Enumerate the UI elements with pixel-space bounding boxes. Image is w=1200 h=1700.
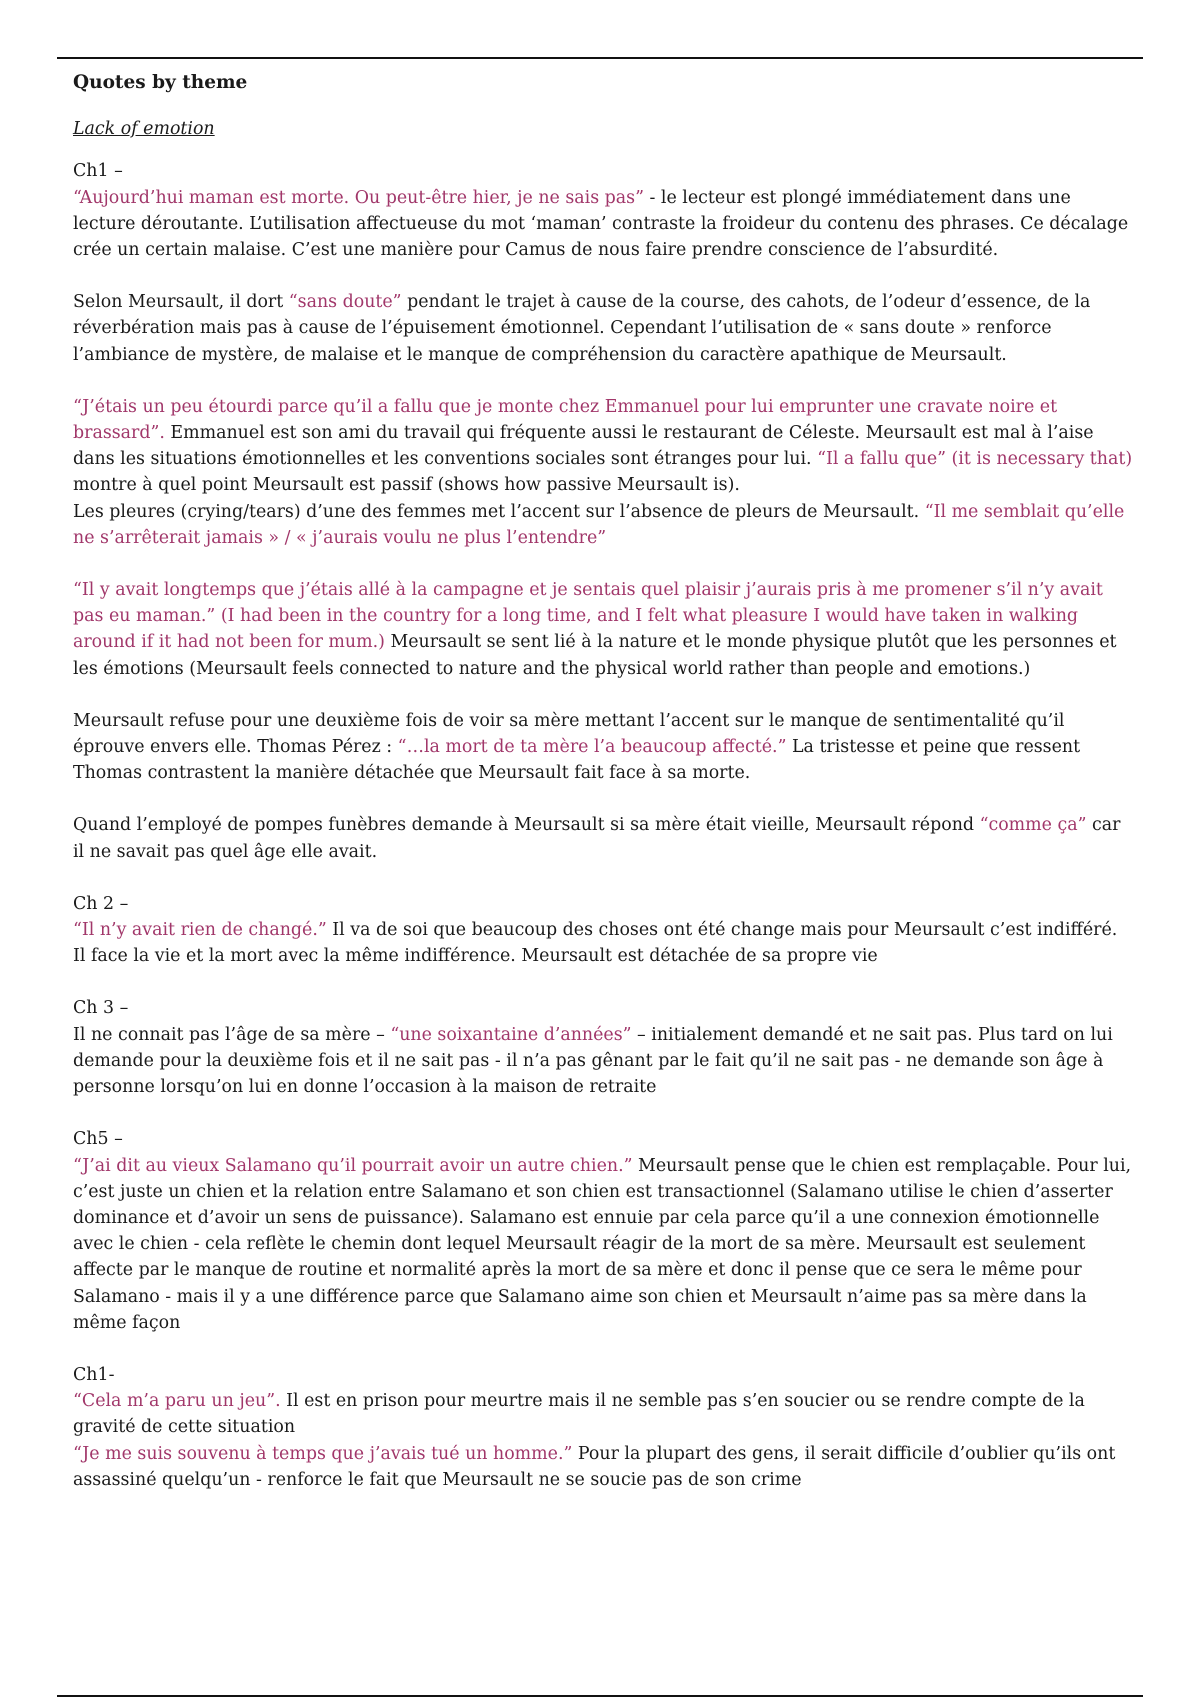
chapter-label: Ch1- (73, 1364, 115, 1385)
section-heading: Lack of emotion (73, 119, 215, 140)
document-body (73, 70, 1133, 1493)
quote: “Aujourd’hui maman est morte. Ou peut-être hier, je ne sais pas” (73, 187, 644, 208)
paragraph-emmanuel (73, 394, 1133, 551)
commentary: Selon Meursault, il dort (73, 292, 289, 313)
commentary: Meursault se sent lié à la nature et le monde physique plutôt que les personnes et les émotions (Meursault feels connected to nature and the physical world rather than people and emotions.) (73, 632, 1117, 679)
quote: “comme ça” (979, 815, 1087, 836)
quote: “Il y avait longtemps que j’étais allé à la campagne et je sentais quel plaisir j’aurais pris à me promener s’il n’y avait pas eu maman.” (I had been in the country for a long time, and I felt what pleasure I would have taken in walking around if it had not been for mum.) (73, 580, 1103, 653)
commentary: - le lecteur est plongé immédiatement dans une lecture déroutante. L’utilisation affectueuse du mot ‘maman’ contraste la froideur du contenu des phrases. Ce décalage crée un certain malaise. C’est une manière pour Camus de nous faire prendre conscience de l’absurdité. (73, 187, 1129, 261)
quote: “Il a fallu que” (it is necessary that) (817, 449, 1133, 470)
quote: “Je me suis souvenu à temps que j’avais tué un homme.” (73, 1443, 573, 1464)
paragraph-ch1-intro (73, 158, 1133, 263)
commentary: Pour la plupart des gens, il serait difficile d’oublier qu’ils ont assassiné quelqu’un - renforce le fait que Meursault ne se soucie pas de son crime (73, 1443, 1116, 1490)
quote: “Il me semblait qu’elle ne s’arrêterait jamais » / « j’aurais voulu ne plus l’entendre” (73, 501, 1125, 548)
commentary: Meursault refuse pour une deuxième fois de voir sa mère mettant l’accent sur le manque de sentimentalité qu’il éprouve envers elle. Thomas Pérez : (73, 710, 1065, 758)
commentary: Emmanuel est son ami du travail qui fréquente aussi le restaurant de Céleste. Meursault est mal à l’aise dans les situations émotionnelles et les conventions sociales sont étranges pour lui. (73, 423, 1094, 470)
paragraph-ch5 (73, 1126, 1133, 1336)
bottom-rule (57, 1695, 1143, 1697)
paragraph-campagne (73, 577, 1133, 682)
quote: “sans doute” (288, 292, 402, 313)
quote: “…la mort de ta mère l’a beaucoup affecté.” (397, 737, 787, 758)
commentary: – initialement demandé et ne sait pas. Plus tard on lui demande pour la deuxième fois et il ne sait pas - il n’a pas gênant par le fait qu’il ne sait pas - ne demande son âge à personne lorsqu’on lui en donne l’occasion à la maison de retraite (73, 1024, 1113, 1098)
quote: “une soixantaine d’années” (390, 1024, 632, 1045)
page-title: Quotes by theme (73, 72, 248, 93)
commentary: montre à quel point Meursault est passif (shows how passive Meursault is). (73, 475, 740, 496)
paragraph-thomas-perez (73, 708, 1133, 787)
commentary: Il est en prison pour meurtre mais il ne semble pas s’en soucier ou se rendre compte de la gravité de cette situation (73, 1391, 1085, 1438)
paragraph-comme-ca (73, 812, 1133, 864)
commentary: Les pleures (crying/tears) d’une des femmes met l’accent sur l’absence de pleurs de Meursault. (73, 501, 925, 522)
quote: “Il n’y avait rien de changé.” (73, 920, 327, 941)
commentary: Il ne connait pas l’âge de sa mère – (73, 1024, 391, 1045)
commentary: pendant le trajet à cause de la course, des cahots, de l’odeur d’essence, de la réverbération mais pas à cause de l’épuisement émotionnel. Cependant l’utilisation de « sans doute » renforce l’ambiance de mystère, de malaise et le manque de compréhension du caractère apathique de Meursault. (73, 292, 1091, 365)
chapter-label: Ch 3 – (73, 998, 129, 1019)
commentary: Il va de soi que beaucoup des choses ont été change mais pour Meursault c’est indifféré. Il face la vie et la mort avec la même indifférence. Meursault est détachée de sa propre vie (73, 920, 1118, 967)
commentary: La tristesse et peine que ressent Thomas contrastent la manière détachée que Meursault fait face à sa morte. (73, 737, 1081, 784)
commentary: car il ne savait pas quel âge elle avait. (73, 815, 1121, 862)
paragraph-ch1-prison (73, 1362, 1133, 1493)
paragraph-ch2 (73, 891, 1133, 970)
chapter-label: Ch 2 – (73, 893, 129, 914)
quote: “J’étais un peu étourdi parce qu’il a fallu que je monte chez Emmanuel pour lui emprunter une cravate noire et brassard”. (73, 396, 1058, 444)
commentary: Meursault pense que le chien est remplaçable. Pour lui, c’est juste un chien et la relation entre Salamano et son chien est transactionnel (Salamano utilise le chien d’asserter dominance et d’avoir un sens de puissance). Salamano est ennuie par cela parce qu’il a une connexion émotionnelle avec le chien - cela reflète le chemin dont lequel Meursault réagir de la mort de sa mère. Meursault est seulement affecte par le manque de routine et normalité après la mort de sa mère et donc il pense que ce sera le même pour Salamano - mais il y a une différence parce que Salamano aime son chien et Meursault n’aime pas sa mère dans la même façon (73, 1155, 1132, 1333)
paragraph-sans-doute (73, 289, 1133, 368)
top-rule (57, 57, 1143, 59)
paragraph-ch3 (73, 995, 1133, 1100)
quote: “Cela m’a paru un jeu”. (73, 1391, 281, 1412)
chapter-label: Ch1 – (73, 161, 123, 182)
chapter-label: Ch5 – (73, 1129, 123, 1150)
quote: “J’ai dit au vieux Salamano qu’il pourrait avoir un autre chien.” (73, 1155, 633, 1176)
commentary: Quand l’employé de pompes funèbres demande à Meursault si sa mère était vieille, Meursault répond (73, 815, 980, 836)
